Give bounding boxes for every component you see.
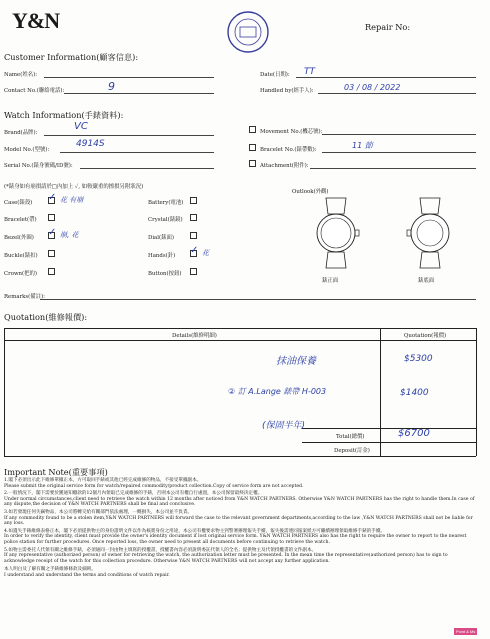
note-3-zh: 3.如若發現任何失竊物品，本公司將轉交給有關部門依法處理，一概損失，本公司並不負責。 — [4, 509, 193, 515]
note-4-zh: 4.如遺失手錶維修表格正本，閣下必須提供物主的身份證明文件以作為核實身份之用途，本公司有權要求物主到警署辦理報失手續，報失後需連同報案紙方可繼續辦理領取維修手錶的手續。 — [4, 528, 386, 534]
remarks-field[interactable] — [40, 299, 476, 300]
model-label: Model No.(型號): — [4, 147, 50, 153]
battery-checkbox[interactable] — [190, 197, 197, 204]
handled-field[interactable] — [318, 93, 476, 94]
case-note: 花 有崩 — [60, 196, 84, 204]
agree-en: I understand and understand the terms and conditions of watch repair. — [4, 572, 170, 578]
attachment-checkbox[interactable] — [249, 160, 256, 167]
customer-heading: Customer Information(顧客信息): — [4, 52, 139, 62]
bracelet-label: Bracelet(帶) — [4, 217, 37, 223]
name-label: Name(姓名): — [4, 72, 38, 78]
total-value: $6700 — [398, 428, 430, 439]
dial-label: Dial(錶面) — [148, 235, 174, 241]
battery-label: Battery(電池) — [148, 200, 184, 206]
note-5-en: If any representative (authorized person) of owner for retrieving the watch, the authorization letter must be presented. In the mean time the representative(authorized person) has to sign to acknowledge receipt of the watch for this collection procedure. Otherwise Y&N WATCH PARTNERS will not accept any further application. — [4, 553, 448, 564]
contact-field[interactable] — [64, 93, 214, 94]
crystal-label: Crystal(錶鏡) — [148, 217, 183, 223]
watch-front-icon — [306, 196, 366, 270]
model-value: 4914S — [76, 139, 105, 149]
details-header: Details(維修明細) — [172, 333, 217, 339]
movement-label: Movement No.(機芯號): — [260, 129, 323, 135]
hands-label: Hands(針) — [148, 253, 176, 259]
contact-label: Contact No.(聯絡電話): — [4, 88, 65, 94]
date-field[interactable] — [296, 77, 476, 78]
bracelet-no-label: Bracelet No.(錶帶數): — [260, 147, 317, 153]
company-stamp — [226, 10, 270, 54]
brand-value: VC — [74, 121, 88, 132]
crystal-checkbox[interactable] — [190, 214, 197, 221]
bezel-tick-icon: ✓ — [48, 227, 57, 238]
deposit-label: Deposit(訂金) — [334, 448, 370, 454]
condition-note: (*錶身如有崩損請於□內加上 ✓, 如較嚴重的擦損另附狀況) — [4, 184, 144, 190]
watch-heading: Watch Information(手錶資料): — [4, 110, 124, 120]
quote-line-1-detail: 抹油保養 — [276, 356, 316, 367]
outlook-label: Outlook(外觀) — [292, 189, 329, 195]
brand-field[interactable] — [44, 135, 214, 136]
buckle-checkbox[interactable] — [48, 250, 55, 257]
note-2-en: Under normal circumstances,client need to retrieve the watch within 12 months after noticed from Y&N WATCH PARTNERS. Otherwise Y&N WATCH PARTNERS has the right to handle them.In case of any dispute,the decision of Y&N WATCH PARTNERS shall be final and conclusive. — [4, 496, 475, 508]
quotation-header: Quotation(報價) — [404, 333, 447, 339]
agree-zh: 本人明白及了解有關之手錶維修條款及細則。 — [4, 567, 96, 573]
note-4-en: In order to verify the identity, client must provide the owner's identity document if lost original service form. Y&N WATCH PARTNERS also has the right to require the owner to report to the nearest police station for further procedures. Once reported loss, the owner need to present all documents before continuing to retrieve the watch. — [4, 534, 467, 545]
quote-line-2-price: $1400 — [400, 388, 429, 398]
bezel-note: 崩, 花 — [60, 231, 79, 239]
back-label: 錶底面 — [418, 278, 435, 284]
buckle-label: Buckle(錶扣) — [4, 253, 38, 259]
quote-line-3-detail: (保固半年) — [262, 421, 306, 431]
remarks-label: Remarks(備註): — [4, 294, 45, 300]
button-label: Button(按鈕) — [148, 271, 182, 277]
serial-field[interactable] — [80, 168, 214, 169]
hands-note: 花 — [202, 249, 209, 257]
attachment-field[interactable] — [310, 168, 476, 169]
quotation-heading: Quotation(維修報價): — [4, 312, 88, 322]
date-label: Date(日期): — [260, 72, 290, 78]
attachment-label: Attachment(附件): — [260, 163, 309, 169]
front-label: 錶正面 — [322, 278, 339, 284]
handled-value: TT — [304, 67, 315, 77]
total-label: Total(總價) — [336, 434, 365, 440]
watch-back-icon — [400, 196, 460, 270]
corner-tag: Point & Ms — [456, 629, 476, 634]
bracelet-no-checkbox[interactable] — [249, 144, 256, 151]
note-1-zh: 1.閣下必須出示此下維修單據正本，方可取回手錶或其他已經完成維修的物品，不接受單據副本。 — [4, 478, 202, 483]
notes-heading: Important Note(重要事項) — [4, 467, 108, 477]
dial-checkbox[interactable] — [190, 232, 197, 239]
movement-field[interactable] — [322, 134, 476, 135]
case-tick-icon: ✓ — [48, 192, 57, 203]
bracelet-checkbox[interactable] — [48, 214, 55, 221]
button-checkbox[interactable] — [190, 268, 197, 275]
name-field[interactable] — [44, 77, 214, 78]
date-value: 03 / 08 / 2022 — [344, 83, 401, 92]
quote-line-2-detail: ② 訂 A.Lange 錶帶 H-003 — [228, 387, 327, 396]
movement-checkbox[interactable] — [249, 126, 256, 133]
handled-label: Handled by(經手人): — [260, 88, 314, 94]
bracelet-no-field[interactable] — [322, 152, 476, 153]
notes-list — [4, 478, 478, 579]
model-field[interactable] — [60, 152, 214, 153]
crown-checkbox[interactable] — [48, 268, 55, 275]
brand-label: Brand(品牌): — [4, 130, 38, 136]
quote-line-1-price: $5300 — [404, 354, 433, 364]
hands-tick-icon: ✓ — [190, 245, 199, 256]
case-label: Case(錶殼) — [4, 200, 33, 206]
note-1-en: Please submit the original service form for watch/repaired commodity/product collection.Copy of service form are not accepted. — [4, 483, 304, 489]
brand-logo: Y&N — [12, 8, 60, 33]
crown-label: Crown(把的) — [4, 271, 38, 277]
bezel-label: Bezel(外圈) — [4, 235, 34, 241]
note-3-en: If any commodity found to be a stolen item,Y&N WATCH PARTNERS will forward the case to the relevant government departments,according to the law ,Y&N WATCH PARTNERS shall not be liable for any loss. — [4, 515, 473, 527]
bracelet-no-value: 11 節 — [352, 141, 373, 150]
note-2-zh: 2.一般情況下，閣下需要於獲通知繳款的12個月內領取已完成維修的手錶，否則本公司有權自行處置，本公司保留最終決定權。 — [4, 491, 263, 497]
note-5-zh: 5.如物主需委托人代領有關之維修手錶，必須通同一封由物主填寫的授權書，授權書內容必須說明委託代領人的全名；提供物主及代領授權書的文件副本。 — [4, 547, 317, 553]
repair-no-label: Repair No: — [365, 22, 411, 32]
contact-value: 9 — [108, 80, 115, 93]
serial-label: Serial No.(錶身號碼/ID號): — [4, 163, 73, 169]
